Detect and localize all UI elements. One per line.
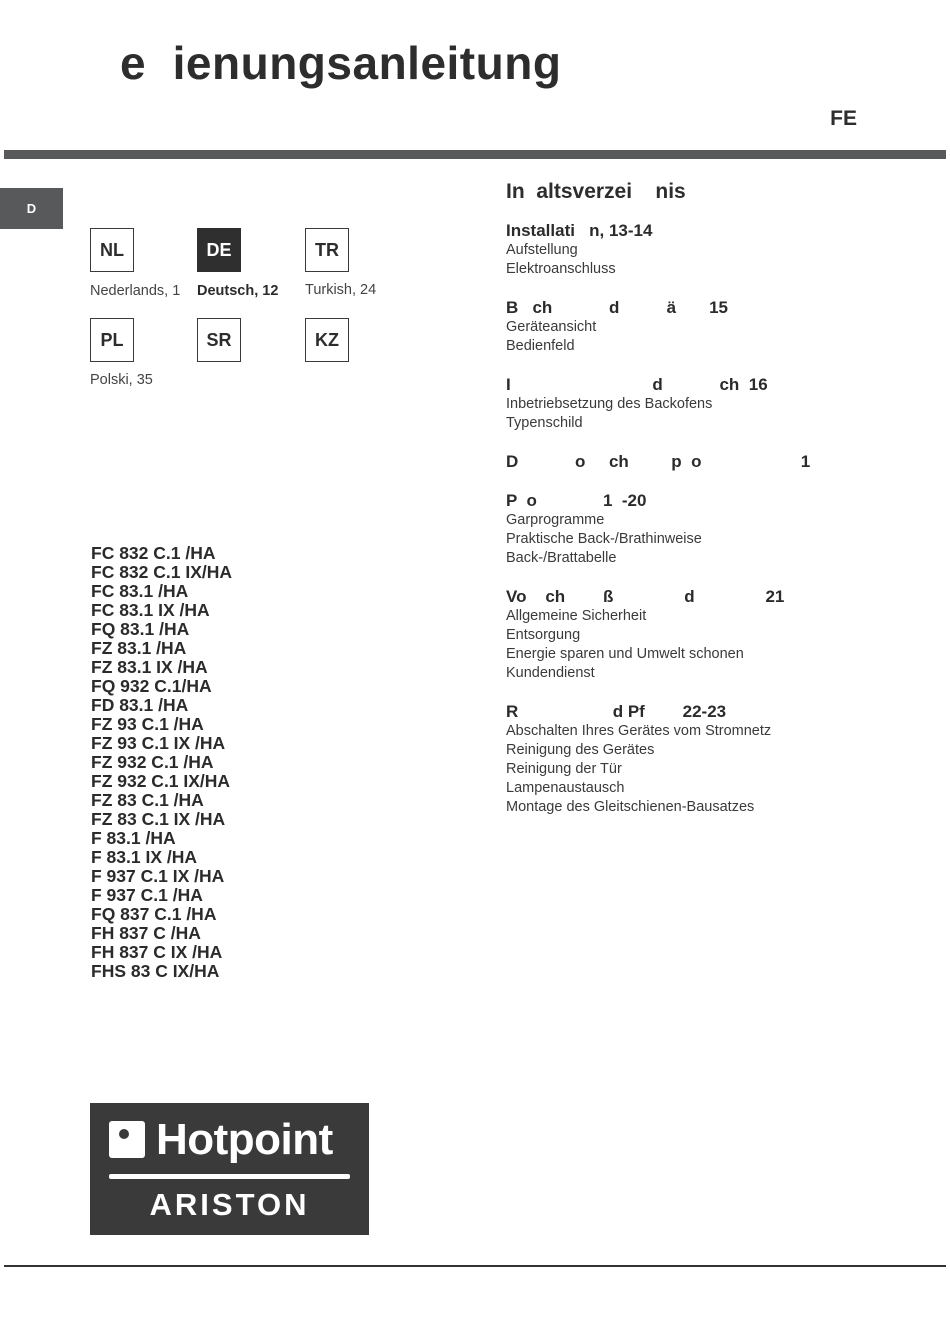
toc-item[interactable]: Bedienfeld	[506, 338, 575, 354]
language-label-pl: Polski, 35	[90, 372, 153, 388]
toc-section-title[interactable]: Installati n, 13-14	[506, 221, 653, 240]
logo-square-icon	[109, 1121, 145, 1158]
model-list	[91, 544, 232, 981]
model-item: F 83.1 IX /HA	[91, 847, 198, 867]
toc-item[interactable]: Allgemeine Sicherheit	[506, 608, 647, 624]
model-item: F 937 C.1 IX /HA	[91, 866, 225, 886]
top-divider	[4, 150, 946, 159]
model-item: FH 837 C IX /HA	[91, 942, 223, 962]
toc-section-title[interactable]: Vo ch ß d 21	[506, 587, 785, 606]
logo-divider	[109, 1174, 350, 1179]
toc-section-programs-overview	[506, 451, 886, 472]
toc-item[interactable]: Lampenaustausch	[506, 780, 625, 796]
model-item: FZ 83 C.1 IX /HA	[91, 809, 226, 829]
language-box-pl[interactable]: PL	[90, 318, 134, 362]
model-item: FZ 932 C.1 IX/HA	[91, 771, 231, 791]
language-box-kz[interactable]: KZ	[305, 318, 349, 362]
model-item: FQ 837 C.1 /HA	[91, 904, 217, 924]
toc-section-title[interactable]: R d Pf 22-23	[506, 702, 727, 721]
document-code: FE	[830, 107, 857, 130]
model-item: FHS 83 C IX/HA	[91, 961, 220, 981]
toc-section-safety	[506, 586, 886, 683]
toc-item[interactable]: Geräteansicht	[506, 319, 597, 335]
toc-item[interactable]: Reinigung des Gerätes	[506, 742, 655, 758]
toc-section-title[interactable]: I d ch 16	[506, 375, 768, 394]
toc-item[interactable]: Elektroanschluss	[506, 261, 616, 277]
page-title: e ienungsanleitung	[120, 37, 562, 89]
model-item: F 83.1 /HA	[91, 828, 176, 848]
language-label-nl: Nederlands, 1	[90, 283, 181, 299]
toc-section-startup	[506, 374, 886, 433]
language-label-de: Deutsch, 12	[197, 283, 279, 299]
language-side-tab: D	[0, 188, 63, 229]
hotpoint-ariston-logo	[90, 1103, 369, 1235]
model-item: FQ 83.1 /HA	[91, 619, 190, 639]
model-item: FQ 932 C.1/HA	[91, 676, 212, 696]
model-item: FZ 93 C.1 /HA	[91, 714, 204, 734]
toc-section-description	[506, 297, 886, 356]
toc-item[interactable]: Garprogramme	[506, 512, 605, 528]
model-item: FZ 93 C.1 IX /HA	[91, 733, 226, 753]
logo-brand-bottom: ARISTON	[149, 1187, 310, 1222]
bottom-divider	[4, 1265, 946, 1267]
toc-section-title[interactable]: B ch d ä 15	[506, 298, 729, 317]
toc-section-title[interactable]: D o ch p o 1	[506, 452, 811, 471]
language-box-sr[interactable]: SR	[197, 318, 241, 362]
language-box-nl[interactable]: NL	[90, 228, 134, 272]
model-item: FZ 83.1 /HA	[91, 638, 187, 658]
toc-item[interactable]: Kundendienst	[506, 665, 595, 681]
model-item: F 937 C.1 /HA	[91, 885, 203, 905]
model-item: FZ 83.1 IX /HA	[91, 657, 208, 677]
toc-item[interactable]: Praktische Back-/Brathinweise	[506, 531, 702, 547]
model-item: FZ 83 C.1 /HA	[91, 790, 204, 810]
model-item: FC 832 C.1 /HA	[91, 543, 216, 563]
toc-item[interactable]: Abschalten Ihres Gerätes vom Stromnetz	[506, 723, 772, 739]
language-label-tr: Turkish, 24	[305, 282, 377, 298]
toc-item[interactable]: Aufstellung	[506, 242, 578, 258]
model-item: FC 832 C.1 IX/HA	[91, 562, 233, 582]
toc-item[interactable]: Montage des Gleitschienen-Bausatzes	[506, 799, 755, 815]
language-box-tr[interactable]: TR	[305, 228, 349, 272]
toc-item[interactable]: Inbetriebsetzung des Backofens	[506, 396, 713, 412]
toc-heading: In altsverzei nis	[506, 180, 686, 203]
toc-item[interactable]: Reinigung der Tür	[506, 761, 622, 777]
toc-item[interactable]: Entsorgung	[506, 627, 581, 643]
model-item: FD 83.1 /HA	[91, 695, 189, 715]
language-box-de[interactable]: DE	[197, 228, 241, 272]
toc-section-cleaning	[506, 701, 886, 817]
logo-brand-top: Hotpoint	[156, 1115, 333, 1164]
toc-item[interactable]: Energie sparen und Umwelt schonen	[506, 646, 744, 662]
toc-item[interactable]: Back-/Brattabelle	[506, 550, 617, 566]
model-item: FZ 932 C.1 /HA	[91, 752, 214, 772]
toc-section-title[interactable]: P o 1 -20	[506, 491, 647, 510]
model-item: FH 837 C /HA	[91, 923, 201, 943]
toc-item[interactable]: Typenschild	[506, 415, 583, 431]
model-item: FC 83.1 IX /HA	[91, 600, 210, 620]
toc-section-programs	[506, 490, 886, 568]
model-item: FC 83.1 /HA	[91, 581, 189, 601]
table-of-contents	[506, 180, 886, 835]
toc-section-installation	[506, 220, 886, 279]
